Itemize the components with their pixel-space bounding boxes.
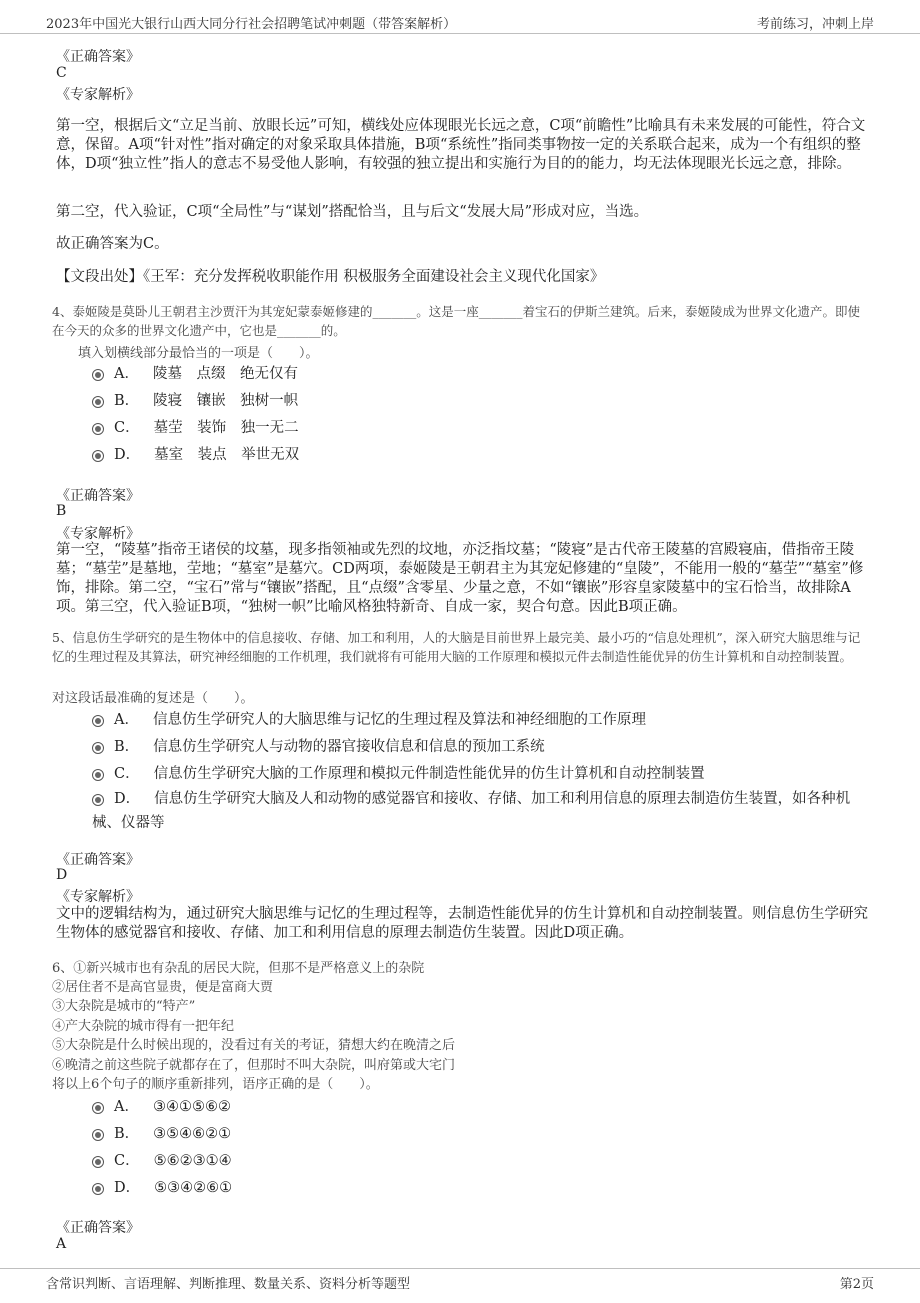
q6-line-6: ⑥晚清之前这些院子就都存在了，但那时不叫大杂院，叫府第或大宅门 <box>52 1058 456 1073</box>
q4-option-c[interactable]: C． 墓茔 装饰 独一无二 <box>92 416 299 437</box>
q5-stem: 5、信息仿生学研究的是生物体中的信息接收、存储、加工和利用，人的大脑是目前世界上最完美、最小巧的“信息处理机”，深入研究大脑思维与记忆的生理过程及其算法，研究神经细胞的工作机理，我们就将有可能用大脑的工作原理和模拟元件去制造性能优异的仿生计算机和自动控制装置。 <box>52 630 861 664</box>
q6-option-d[interactable]: D． ⑤③④②⑥① <box>92 1176 232 1197</box>
radio-icon[interactable] <box>92 396 104 408</box>
q3-analysis-para1: 第一空，根据后文“立足当前、放眼长远”可知，横线处应体现眼光长远之意，C项“前瞻性”比喻具有未来发展的可能性，符合文意，保留。A项“针对性”指对确定的对象采取具体措施，B项“系统性”指同类事物按一定的关系联合起来，成为一个有组织的整体，D项“独立性”指人的意志不易受他人影响，有较强的独立提出和实施行为目的的能力，均无法体现眼光长远之意，排除。 <box>56 118 866 172</box>
radio-icon[interactable] <box>92 769 104 781</box>
q5-option-c[interactable]: C． 信息仿生学研究大脑的工作原理和模拟元件制造性能优异的仿生计算机和自动控制装置 <box>92 762 705 783</box>
radio-icon[interactable] <box>92 369 104 381</box>
q6-line-1: 6、①新兴城市也有杂乱的居民大院，但那不是严格意义上的杂院 <box>52 961 425 976</box>
q4-stem: 4、泰姬陵是莫卧儿王朝君主沙贾汗为其宠妃蒙泰姬修建的_______。这是一座_______着宝石的伊斯兰建筑。后来，泰姬陵成为世界文化遗产。即使在今天的众多的世界文化遗产中，它也是_______的。 <box>52 304 860 338</box>
footer-topics: 含常识判断、言语理解、判断推理、数量关系、资料分析等题型 <box>46 1277 411 1292</box>
q6-line-3: ③大杂院是城市的“特产” <box>52 999 196 1014</box>
q5-option-a[interactable]: A． 信息仿生学研究人的大脑思维与记忆的生理过程及算法和神经细胞的工作原理 <box>92 708 646 729</box>
analysis-label: 《专家解析》 <box>56 526 140 542</box>
radio-icon[interactable] <box>92 423 104 435</box>
q6-answer: A <box>56 1236 67 1252</box>
q3-source: 【文段出处】《王军：充分发挥税收职能作用 积极服务全面建设社会主义现代化国家》 <box>56 269 605 285</box>
q3-analysis-para3: 故正确答案为C。 <box>56 236 169 252</box>
q6-option-a[interactable]: A． ③④①⑤⑥② <box>92 1095 231 1116</box>
q6-line-5: ⑤大杂院是什么时候出现的，没看过有关的考证，猜想大约在晚清之后 <box>52 1038 456 1053</box>
q4-answer: B <box>56 503 67 519</box>
answer-label: 《正确答案》 <box>56 852 140 868</box>
q5-option-b[interactable]: B． 信息仿生学研究人与动物的器官接收信息和信息的预加工系统 <box>92 735 545 756</box>
q6-prompt: 将以上6个句子的顺序重新排列，语序正确的是（ ）。 <box>52 1077 379 1092</box>
radio-icon[interactable] <box>92 794 104 806</box>
q4-analysis: 第一空，“陵墓”指帝王诸侯的坟墓，现多指领袖或先烈的坟地，亦泛指坟墓；“陵寝”是古代帝王陵墓的宫殿寝庙，借指帝王陵墓；“墓茔”是墓地，茔地；“墓室”是墓穴。CD两项，泰姬陵是王朝君主为其宠妃修建的“皇陵”，不能用一般的“墓茔”“墓室”修饰，排除。第二空，“宝石”常与“镶嵌”搭配，且“点缀”含零星、少量之意，不如“镶嵌”形容皇家陵墓中的宝石恰当，故排除A项。第三空，代入验证B项，“独树一帜”比喻风格独特新奇、自成一家，契合句意。因此B项正确。 <box>56 542 864 615</box>
header-slogan: 考前练习，冲刺上岸 <box>756 17 874 32</box>
document-title: 2023年中国光大银行山西大同分行社会招聘笔试冲刺题（带答案解析） <box>46 17 457 32</box>
q5-analysis: 文中的逻辑结构为，通过研究大脑思维与记忆的生理过程等，去制造性能优异的仿生计算机和自动控制装置。则信息仿生学研究生物体的感觉器官和接收、存储、加工和利用信息的原理去制造仿生装置。因此D项正确。 <box>56 906 868 941</box>
q5-prompt: 对这段话最准确的复述是（ ）。 <box>52 691 254 706</box>
answer-label: 《正确答案》 <box>56 488 140 504</box>
q4-option-b[interactable]: B． 陵寝 镶嵌 独树一帜 <box>92 389 298 410</box>
page-number: 第2页 <box>839 1277 874 1292</box>
q4-prompt: 填入划横线部分最恰当的一项是（ ）。 <box>78 346 319 361</box>
q3-answer: C <box>56 65 67 81</box>
analysis-label: 《专家解析》 <box>56 889 140 905</box>
radio-icon[interactable] <box>92 1183 104 1195</box>
answer-label: 《正确答案》 <box>56 1220 140 1236</box>
radio-icon[interactable] <box>92 715 104 727</box>
page-header <box>0 0 920 34</box>
q4-option-a[interactable]: A． 陵墓 点缀 绝无仅有 <box>92 362 298 383</box>
analysis-label: 《专家解析》 <box>56 87 140 103</box>
q6-option-c[interactable]: C． ⑤⑥②③①④ <box>92 1149 232 1170</box>
radio-icon[interactable] <box>92 1129 104 1141</box>
radio-icon[interactable] <box>92 742 104 754</box>
answer-label: 《正确答案》 <box>56 49 140 65</box>
radio-icon[interactable] <box>92 1102 104 1114</box>
q5-option-d[interactable]: D． 信息仿生学研究大脑及人和动物的感觉器官和接收、存储、加工和利用信息的原理去制造仿生装置，如各种机械、仪器等 <box>92 791 851 831</box>
radio-icon[interactable] <box>92 450 104 462</box>
q6-line-2: ②居住者不是高官显贵，便是富商大贾 <box>52 980 274 995</box>
q6-option-b[interactable]: B． ③⑤④⑥②① <box>92 1122 231 1143</box>
q6-line-4: ④产大杂院的城市得有一把年纪 <box>52 1019 235 1034</box>
q4-option-d[interactable]: D． 墓室 装点 举世无双 <box>92 443 299 464</box>
page-footer <box>0 1268 920 1303</box>
radio-icon[interactable] <box>92 1156 104 1168</box>
q5-answer: D <box>56 867 68 883</box>
q3-analysis-para2: 第二空，代入验证，C项“全局性”与“谋划”搭配恰当，且与后文“发展大局”形成对应，当选。 <box>56 204 649 220</box>
